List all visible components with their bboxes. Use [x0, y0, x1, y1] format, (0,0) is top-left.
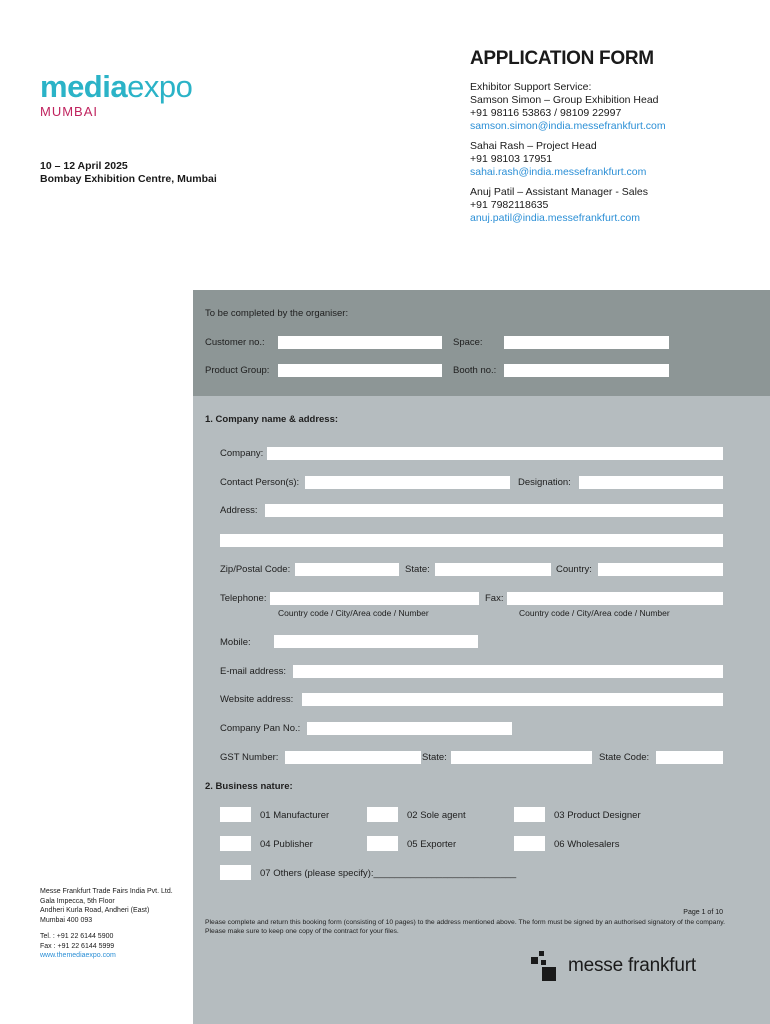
website-field[interactable]: [302, 693, 723, 706]
option-label: 01 Manufacturer: [260, 810, 330, 821]
contact-block: [470, 186, 760, 225]
page-number: Page 1 of 10: [683, 909, 723, 916]
contact-name: Anuj Patil – Assistant Manager - Sales: [470, 186, 649, 198]
messe-frankfurt-name: messe frankfurt: [568, 955, 696, 976]
gst-state-label: State:: [422, 752, 447, 763]
address-line: Mumbai 400 093: [40, 916, 93, 924]
organiser-fax: Fax : +91 22 6144 5999: [40, 942, 115, 950]
section1-heading: 1. Company name & address:: [205, 414, 339, 425]
contact-phone: +91 98103 17951: [470, 153, 553, 165]
state-field[interactable]: [435, 563, 551, 576]
zip-label: Zip/Postal Code:: [220, 564, 291, 575]
others-specify-label[interactable]: 07 Others (please specify):___________________________: [260, 868, 517, 879]
contact-block: [470, 140, 760, 179]
product-group-field[interactable]: [278, 364, 442, 377]
event-info: [40, 160, 217, 186]
contact-label: Exhibitor Support Service:: [470, 81, 592, 93]
page-title: APPLICATION FORM: [470, 48, 654, 69]
address-line: Gala Impecca, 5th Floor: [40, 897, 115, 905]
form-header: [470, 48, 760, 232]
mediaexpo-logo: [40, 70, 192, 119]
customer-no-label: Customer no.:: [205, 337, 265, 348]
messe-frankfurt-logo: [528, 951, 696, 981]
submission-notice: Please complete and return this booking form (consisting of 10 pages) to the address mentioned above. The form must be signed by an authorised signatory of the company. Please make sure to keep one copy of the contract for your files.: [205, 919, 726, 935]
telephone-label: Telephone:: [220, 593, 267, 604]
checkbox-wholesalers[interactable]: [514, 836, 545, 851]
option-label: 04 Publisher: [260, 839, 313, 850]
option-label: 02 Sole agent: [407, 810, 466, 821]
contact-phone: +91 98116 53863 / 98109 22997: [470, 107, 622, 119]
contact-phone: +91 7982118635: [470, 199, 549, 211]
organiser-company: Messe Frankfurt Trade Fairs India Pvt. Ltd.: [40, 888, 173, 895]
mobile-field[interactable]: [274, 635, 478, 648]
space-field[interactable]: [504, 336, 669, 349]
checkbox-others[interactable]: [220, 865, 251, 880]
mobile-label: Mobile:: [220, 637, 251, 648]
logo-city: MUMBAI: [40, 104, 98, 119]
customer-no-field[interactable]: [278, 336, 442, 349]
website-link[interactable]: www.themediaexpo.com: [40, 952, 116, 959]
address-field[interactable]: [265, 504, 723, 517]
organiser-address: [40, 887, 173, 961]
contact-person-field[interactable]: [305, 476, 510, 489]
address-line: Andheri Kurla Road, Andheri (East): [40, 907, 150, 914]
checkbox-product-designer[interactable]: [514, 807, 545, 822]
zip-field[interactable]: [295, 563, 399, 576]
option-label: 05 Exporter: [407, 839, 457, 850]
logo-brand-light: expo: [127, 69, 193, 104]
checkbox-publisher[interactable]: [220, 836, 251, 851]
website-label: Website address:: [220, 694, 294, 705]
company-label: Company:: [220, 448, 264, 459]
pan-field[interactable]: [307, 722, 512, 735]
logo-wordmark: [40, 70, 192, 104]
checkbox-manufacturer[interactable]: [220, 807, 251, 822]
form-panel: [193, 290, 770, 1024]
contact-email-link[interactable]: sahai.rash@india.messefrankfurt.com: [470, 166, 647, 178]
contact-name: Sahai Rash – Project Head: [470, 140, 597, 152]
pan-label: Company Pan No.:: [220, 723, 301, 734]
state-code-label: State Code:: [599, 752, 650, 763]
fax-format-hint: Country code / City/Area code / Number: [519, 608, 670, 618]
checkbox-sole-agent[interactable]: [367, 807, 398, 822]
checkbox-exporter[interactable]: [367, 836, 398, 851]
organiser-tel: Tel. : +91 22 6144 5900: [40, 933, 114, 940]
space-label: Space:: [453, 337, 483, 348]
state-label: State:: [405, 564, 430, 575]
booth-no-label: Booth no.:: [453, 365, 497, 376]
option-label: 03 Product Designer: [554, 810, 641, 821]
telephone-format-hint: Country code / City/Area code / Number: [278, 608, 429, 618]
address-field-line2[interactable]: [220, 534, 723, 547]
event-dates: 10 – 12 April 2025: [40, 160, 128, 172]
product-group-label: Product Group:: [205, 365, 270, 376]
contact-email-link[interactable]: anuj.patil@india.messefrankfurt.com: [470, 212, 640, 224]
messe-frankfurt-mark-icon: [528, 951, 560, 981]
designation-field[interactable]: [579, 476, 723, 489]
telephone-field[interactable]: [270, 592, 479, 605]
section2-heading: 2. Business nature:: [205, 781, 293, 792]
event-venue: Bombay Exhibition Centre, Mumbai: [40, 173, 217, 185]
contact-person-label: Contact Person(s):: [220, 477, 300, 488]
fax-label: Fax:: [485, 593, 504, 604]
address-label: Address:: [220, 505, 258, 516]
option-label: 06 Wholesalers: [554, 839, 620, 850]
gst-state-field[interactable]: [451, 751, 592, 764]
contact-name: Samson Simon – Group Exhibition Head: [470, 94, 659, 106]
company-field[interactable]: [267, 447, 723, 460]
contact-block: [470, 81, 760, 133]
logo-brand-bold: media: [40, 69, 128, 104]
gst-field[interactable]: [285, 751, 421, 764]
email-field[interactable]: [293, 665, 723, 678]
contact-email-link[interactable]: samson.simon@india.messefrankfurt.com: [470, 120, 666, 132]
organiser-heading: To be completed by the organiser:: [205, 308, 349, 319]
booth-no-field[interactable]: [504, 364, 669, 377]
fax-field[interactable]: [507, 592, 723, 605]
country-field[interactable]: [598, 563, 723, 576]
country-label: Country:: [556, 564, 592, 575]
designation-label: Designation:: [518, 477, 571, 488]
gst-label: GST Number:: [220, 752, 279, 763]
email-label: E-mail address:: [220, 666, 286, 677]
state-code-field[interactable]: [656, 751, 723, 764]
